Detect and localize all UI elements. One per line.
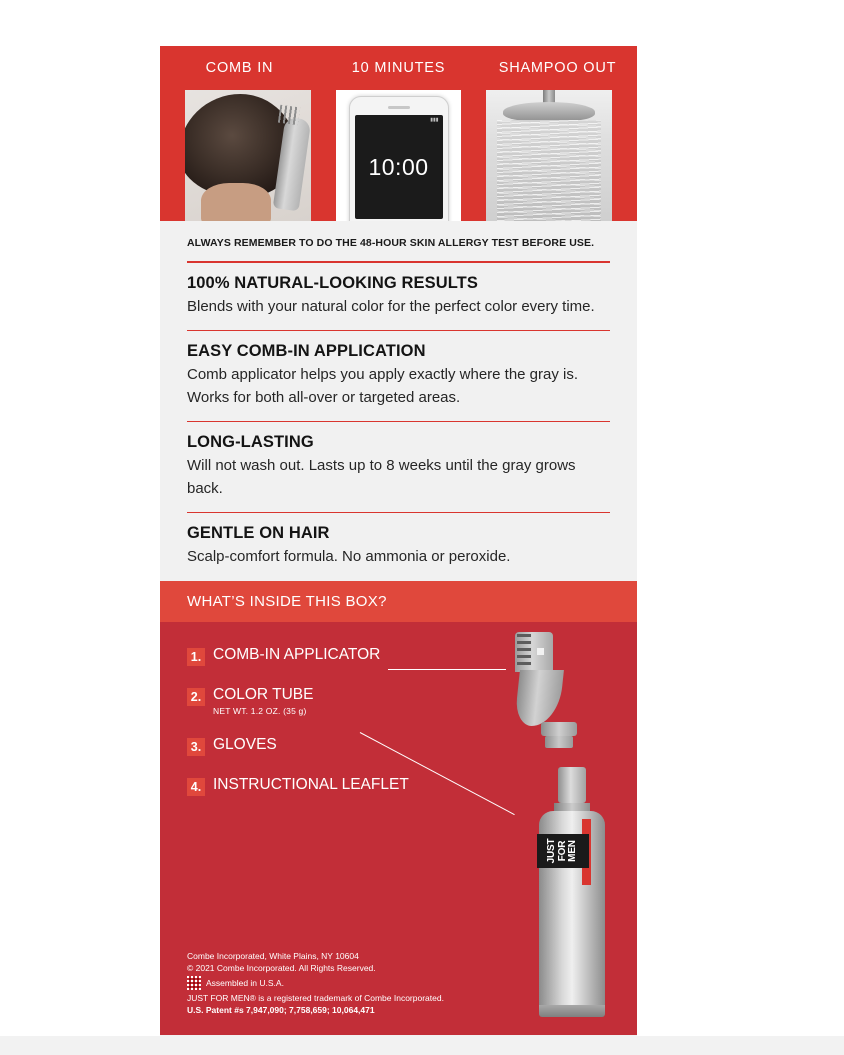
legal-block [187, 950, 517, 1016]
steps-images [160, 90, 637, 221]
legal-line-trademark: JUST FOR MEN® is a registered trademark of Combe Incorporated. [187, 993, 444, 1004]
feature-body: Scalp-comfort formula. No ammonia or peroxide. [187, 548, 511, 566]
item-sublabel: NET WT. 1.2 OZ. (35 g) [213, 706, 307, 717]
leader-line-applicator [388, 669, 506, 670]
legal-line-company: Combe Incorporated, White Plains, NY 10604 [187, 951, 359, 962]
photo-shampoo-out [486, 90, 612, 221]
tube-brand-label: JUST FOR MEN [537, 834, 589, 868]
feature-natural-looking-results [187, 263, 610, 330]
water-stream-icon [497, 120, 601, 221]
item-number: 4. [187, 778, 205, 796]
list-item [187, 776, 467, 796]
applicator-teeth-icon [517, 634, 531, 668]
feature-body: Blends with your natural color for the perfect color every time. [187, 297, 595, 315]
item-number: 3. [187, 738, 205, 756]
legal-row-assembled [187, 976, 517, 990]
photo-comb-in [185, 90, 311, 221]
list-item [187, 736, 467, 756]
steps-header [160, 46, 637, 90]
feature-title: 100% NATURAL-LOOKING RESULTS [187, 273, 478, 292]
item-number: 1. [187, 648, 205, 666]
comb-teeth-icon [278, 105, 300, 126]
applicator-collar [541, 722, 577, 736]
feature-body: Will not wash out. Lasts up to 8 weeks until the gray grows back. [187, 457, 576, 497]
feature-long-lasting [187, 422, 610, 511]
feature-gentle-on-hair [187, 513, 610, 580]
item-number: 2. [187, 688, 205, 706]
step-title-comb-in: COMB IN [205, 60, 274, 76]
item-label: GLOVES [213, 736, 277, 754]
product-package-panel [160, 46, 637, 1036]
comb-applicator-illustration [505, 632, 615, 772]
feature-easy-comb-in-application [187, 331, 610, 420]
features-section [160, 221, 637, 581]
list-item [187, 686, 467, 717]
phone-icon [349, 96, 449, 221]
legal-line-copyright: © 2021 Combe Incorporated. All Rights Reserved. [187, 963, 376, 974]
neck-shape-icon [201, 183, 271, 221]
applicator-neck [514, 670, 564, 726]
feature-title: GENTLE ON HAIR [187, 524, 330, 543]
phone-speaker-icon [388, 106, 410, 109]
page-bottom-strip [0, 1036, 844, 1055]
inside-box-header: WHAT’S INSIDE THIS BOX? [160, 581, 637, 622]
feature-title: EASY COMB-IN APPLICATION [187, 342, 426, 361]
photo-timer [336, 90, 462, 221]
allergy-notice: ALWAYS REMEMBER TO DO THE 48-HOUR SKIN ALLERGY TEST BEFORE USE. [187, 237, 595, 249]
applicator-collar-lower [545, 736, 573, 748]
tube-cap [558, 767, 586, 803]
feature-title: LONG-LASTING [187, 433, 314, 452]
item-label: INSTRUCTIONAL LEAFLET [213, 776, 409, 794]
legal-line-assembled: Assembled in U.S.A. [206, 978, 284, 989]
color-tube-illustration [530, 767, 616, 1017]
feature-body: Comb applicator helps you apply exactly where the gray is. Works for both all-over or targeted areas. [187, 366, 579, 406]
legal-line-patents: U.S. Patent #s 7,947,090; 7,758,659; 10,064,471 [187, 1005, 375, 1016]
item-label: COMB-IN APPLICATOR [213, 645, 381, 663]
step-title-10-minutes: 10 MINUTES [351, 60, 446, 76]
qr-code-icon [187, 976, 201, 990]
inside-box-section [160, 622, 637, 1035]
list-item [187, 646, 467, 666]
timer-display: 10:00 [355, 115, 443, 219]
phone-status-icons: ▮▮▮ [430, 117, 439, 123]
applicator-button-icon [537, 648, 544, 655]
inside-items-list [187, 646, 467, 817]
step-title-shampoo-out: SHAMPOO OUT [498, 60, 617, 76]
item-label: COLOR TUBE [213, 685, 314, 703]
tube-crimp [539, 1005, 605, 1017]
shower-head-icon [503, 102, 595, 122]
